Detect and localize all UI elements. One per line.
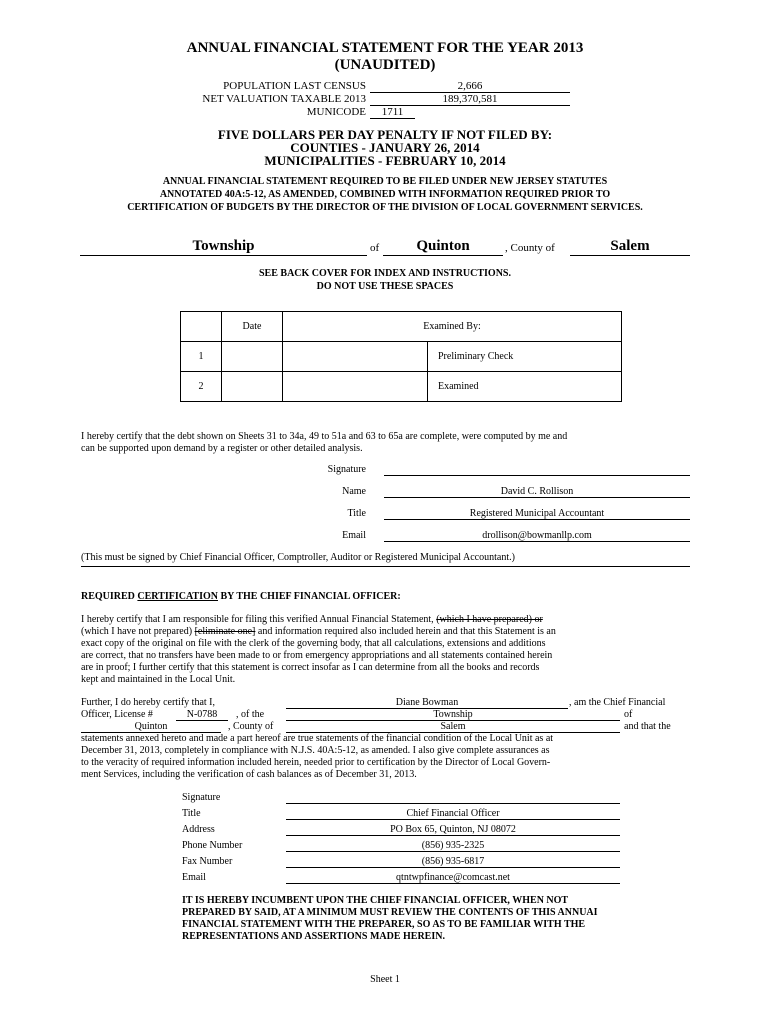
penalty-line2: COUNTIES - JANUARY 26, 2014 — [290, 140, 480, 155]
page-title: ANNUAL FINANCIAL STATEMENT FOR THE YEAR 2013 — [186, 40, 584, 56]
valuation-value: 189,370,581 — [370, 93, 570, 106]
cfo-para-line6: kept and maintained in the Local Unit. — [81, 674, 236, 685]
incumbent-line3: FINANCIAL STATEMENT WITH THE PREPARER, SO AS TO BE FAMILIAR WITH THE — [182, 919, 586, 930]
debt-signature-label: Signature — [327, 464, 366, 475]
debt-email-value: drollison@bowmanllp.com — [384, 530, 690, 542]
license-value: N-0788 — [176, 709, 228, 721]
of-label: of — [624, 709, 633, 720]
statute-line3: CERTIFICATION OF BUDGETS BY THE DIRECTOR OF THE DIVISION OF LOCAL GOVERNMENT SERVICES. — [127, 202, 643, 213]
cfo-para-line1 — [81, 614, 543, 625]
further-label: Further, I do hereby certify that I, — [81, 697, 215, 708]
municode-value: 1711 — [370, 106, 415, 119]
of-the-label: , of the — [236, 709, 265, 720]
population-value: 2,666 — [370, 80, 570, 93]
divider — [81, 566, 690, 567]
debt-name-value: David C. Rollison — [384, 486, 690, 498]
cfo-heading-underlined: CERTIFICATION — [137, 591, 218, 602]
cfo-title-label: Title — [182, 808, 201, 819]
cfo-address-label: Address — [182, 824, 215, 835]
exam-initials-cell — [283, 372, 428, 402]
incumbent-line2: PREPARED BY SAID, AT A MINIMUM MUST REVIEW THE CONTENTS OF THIS ANNUAI — [182, 907, 598, 918]
valuation-label: NET VALUATION TAXABLE 2013 — [202, 93, 366, 105]
exam-row-number: 2 — [181, 372, 222, 402]
penalty-line1: FIVE DOLLARS PER DAY PENALTY IF NOT FILED BY: — [217, 127, 553, 142]
cfo-para-line5: are in proof; I further certify that this statement is correct insofar as I can determine from all the books and records — [81, 662, 540, 673]
cfo-para-line4: are correct, that no transfers have been made to or from emergency appropriations and all statements contained herein — [81, 650, 553, 661]
cfo-heading-pre: REQUIRED — [81, 591, 138, 602]
cfo-para-line3: exact copy of the original on file with the clerk of the governing body, that all calculations, extensions and additions — [81, 638, 546, 649]
cfo-heading-post: BY THE CHIEF FINANCIAL OFFICER: — [218, 591, 401, 602]
exam-examined-header: Examined By: — [283, 312, 622, 342]
exam-row-number: 1 — [181, 342, 222, 372]
cfo-cert-heading — [81, 591, 401, 602]
county-of-label: , County of — [228, 721, 274, 732]
debt-email-label: Email — [342, 530, 366, 541]
cfo-signature-line[interactable] — [286, 803, 620, 804]
cfo-phone-label: Phone Number — [182, 840, 243, 851]
cfo-stmt-line2: December 31, 2013, completely in compliance with N.J.S. 40A:5-12, as amended. I also give complete assurances as — [81, 745, 550, 756]
cfo-stmt-line1: statements annexed hereto and made a part hereof are true statements of the financial condition of the Local Unit as at — [81, 733, 554, 744]
incumbent-line1: IT IS HEREBY INCUMBENT UPON THE CHIEF FINANCIAL OFFICER, WHEN NOT — [182, 895, 569, 906]
page-subtitle: (UNAUDITED) — [334, 57, 436, 73]
debt-cert-note: (This must be signed by Chief Financial Officer, Comptroller, Auditor or Registered Municipal Accountant.) — [81, 552, 515, 563]
exam-row-label: Preliminary Check — [428, 342, 622, 372]
incumbent-line4: REPRESENTATIONS AND ASSERTIONS MADE HEREIN. — [182, 931, 445, 942]
notice-line2: DO NOT USE THESE SPACES — [316, 281, 454, 292]
municode-label: MUNICODE — [306, 106, 366, 118]
debt-cert-text2: can be supported upon demand by a register or other detailed analysis. — [81, 443, 363, 454]
statute-line2: ANNOTATED 40A:5-12, AS AMENDED, COMBINED WITH INFORMATION REQUIRED PRIOR TO — [159, 189, 611, 200]
table-row — [181, 372, 622, 402]
entity-type-value: Township — [286, 709, 620, 721]
cfo-phone-value: (856) 935-2325 — [286, 840, 620, 852]
exam-date-cell — [222, 342, 283, 372]
cfo-para-line2 — [81, 626, 556, 637]
cfo-email-value: qtntwpfinance@comcast.net — [286, 872, 620, 884]
sheet-number: Sheet 1 — [370, 974, 400, 985]
cfo-fax-label: Fax Number — [182, 856, 233, 867]
cfo-p2-text-b: and information required also included herein and that this Statement is an — [255, 626, 556, 637]
cfo-p1-struck: (which I have prepared) or — [436, 614, 543, 625]
debt-name-label: Name — [342, 486, 366, 497]
cfo-name-value: Diane Bowman — [286, 697, 568, 709]
and-that-label: and that the — [624, 721, 671, 732]
cfo-stmt-line4: ment Services, including the verification of cash balances as of December 31, 2013. — [81, 769, 417, 780]
cfo-fax-value: (856) 935-6817 — [286, 856, 620, 868]
cfo-stmt-line3: to the veracity of required information included herein, needed prior to certification by the Director of Local Govern- — [81, 757, 551, 768]
exam-initials-cell — [283, 342, 428, 372]
cfo-p1-text: I hereby certify that I am responsible for filing this verified Annual Financial Statement, — [81, 614, 437, 625]
debt-signature-line[interactable] — [384, 475, 690, 476]
entity-municipality: Quinton — [383, 238, 503, 256]
exam-date-cell — [222, 372, 283, 402]
cfo-p2-text: (which I have not prepared) — [81, 626, 195, 637]
exam-row-label: Examined — [428, 372, 622, 402]
debt-cert-text1: I hereby certify that the debt shown on Sheets 31 to 34a, 49 to 51a and 63 to 65a are complete, were computed by me and — [81, 431, 568, 442]
county-value: Salem — [286, 721, 620, 733]
entity-county: Salem — [570, 238, 690, 256]
cfo-email-label: Email — [182, 872, 206, 883]
municipality-value: Quinton — [81, 721, 221, 733]
cfo-signature-label: Signature — [182, 792, 221, 803]
statute-line1: ANNUAL FINANCIAL STATEMENT REQUIRED TO BE FILED UNDER NEW JERSEY STATUTES — [162, 176, 608, 187]
population-label: POPULATION LAST CENSUS — [223, 80, 366, 92]
cfo-title-value: Chief Financial Officer — [286, 808, 620, 820]
debt-title-label: Title — [347, 508, 366, 519]
entity-type: Township — [80, 238, 367, 256]
cfo-address-value: PO Box 65, Quinton, NJ 08072 — [286, 824, 620, 836]
penalty-line3: MUNICIPALITIES - FEBRUARY 10, 2014 — [264, 153, 506, 168]
entity-of-label: of — [370, 242, 380, 254]
entity-county-label: , County of — [505, 242, 555, 254]
cfo-p2-struck: [eliminate one] — [194, 626, 256, 637]
examination-table — [180, 311, 622, 402]
table-row — [181, 342, 622, 372]
exam-date-header: Date — [222, 312, 283, 342]
notice-line1: SEE BACK COVER FOR INDEX AND INSTRUCTIONS. — [259, 268, 511, 279]
officer-license-label: Officer, License # — [81, 709, 153, 720]
am-the-label: , am the Chief Financial — [569, 697, 666, 708]
debt-title-value: Registered Municipal Accountant — [384, 508, 690, 520]
